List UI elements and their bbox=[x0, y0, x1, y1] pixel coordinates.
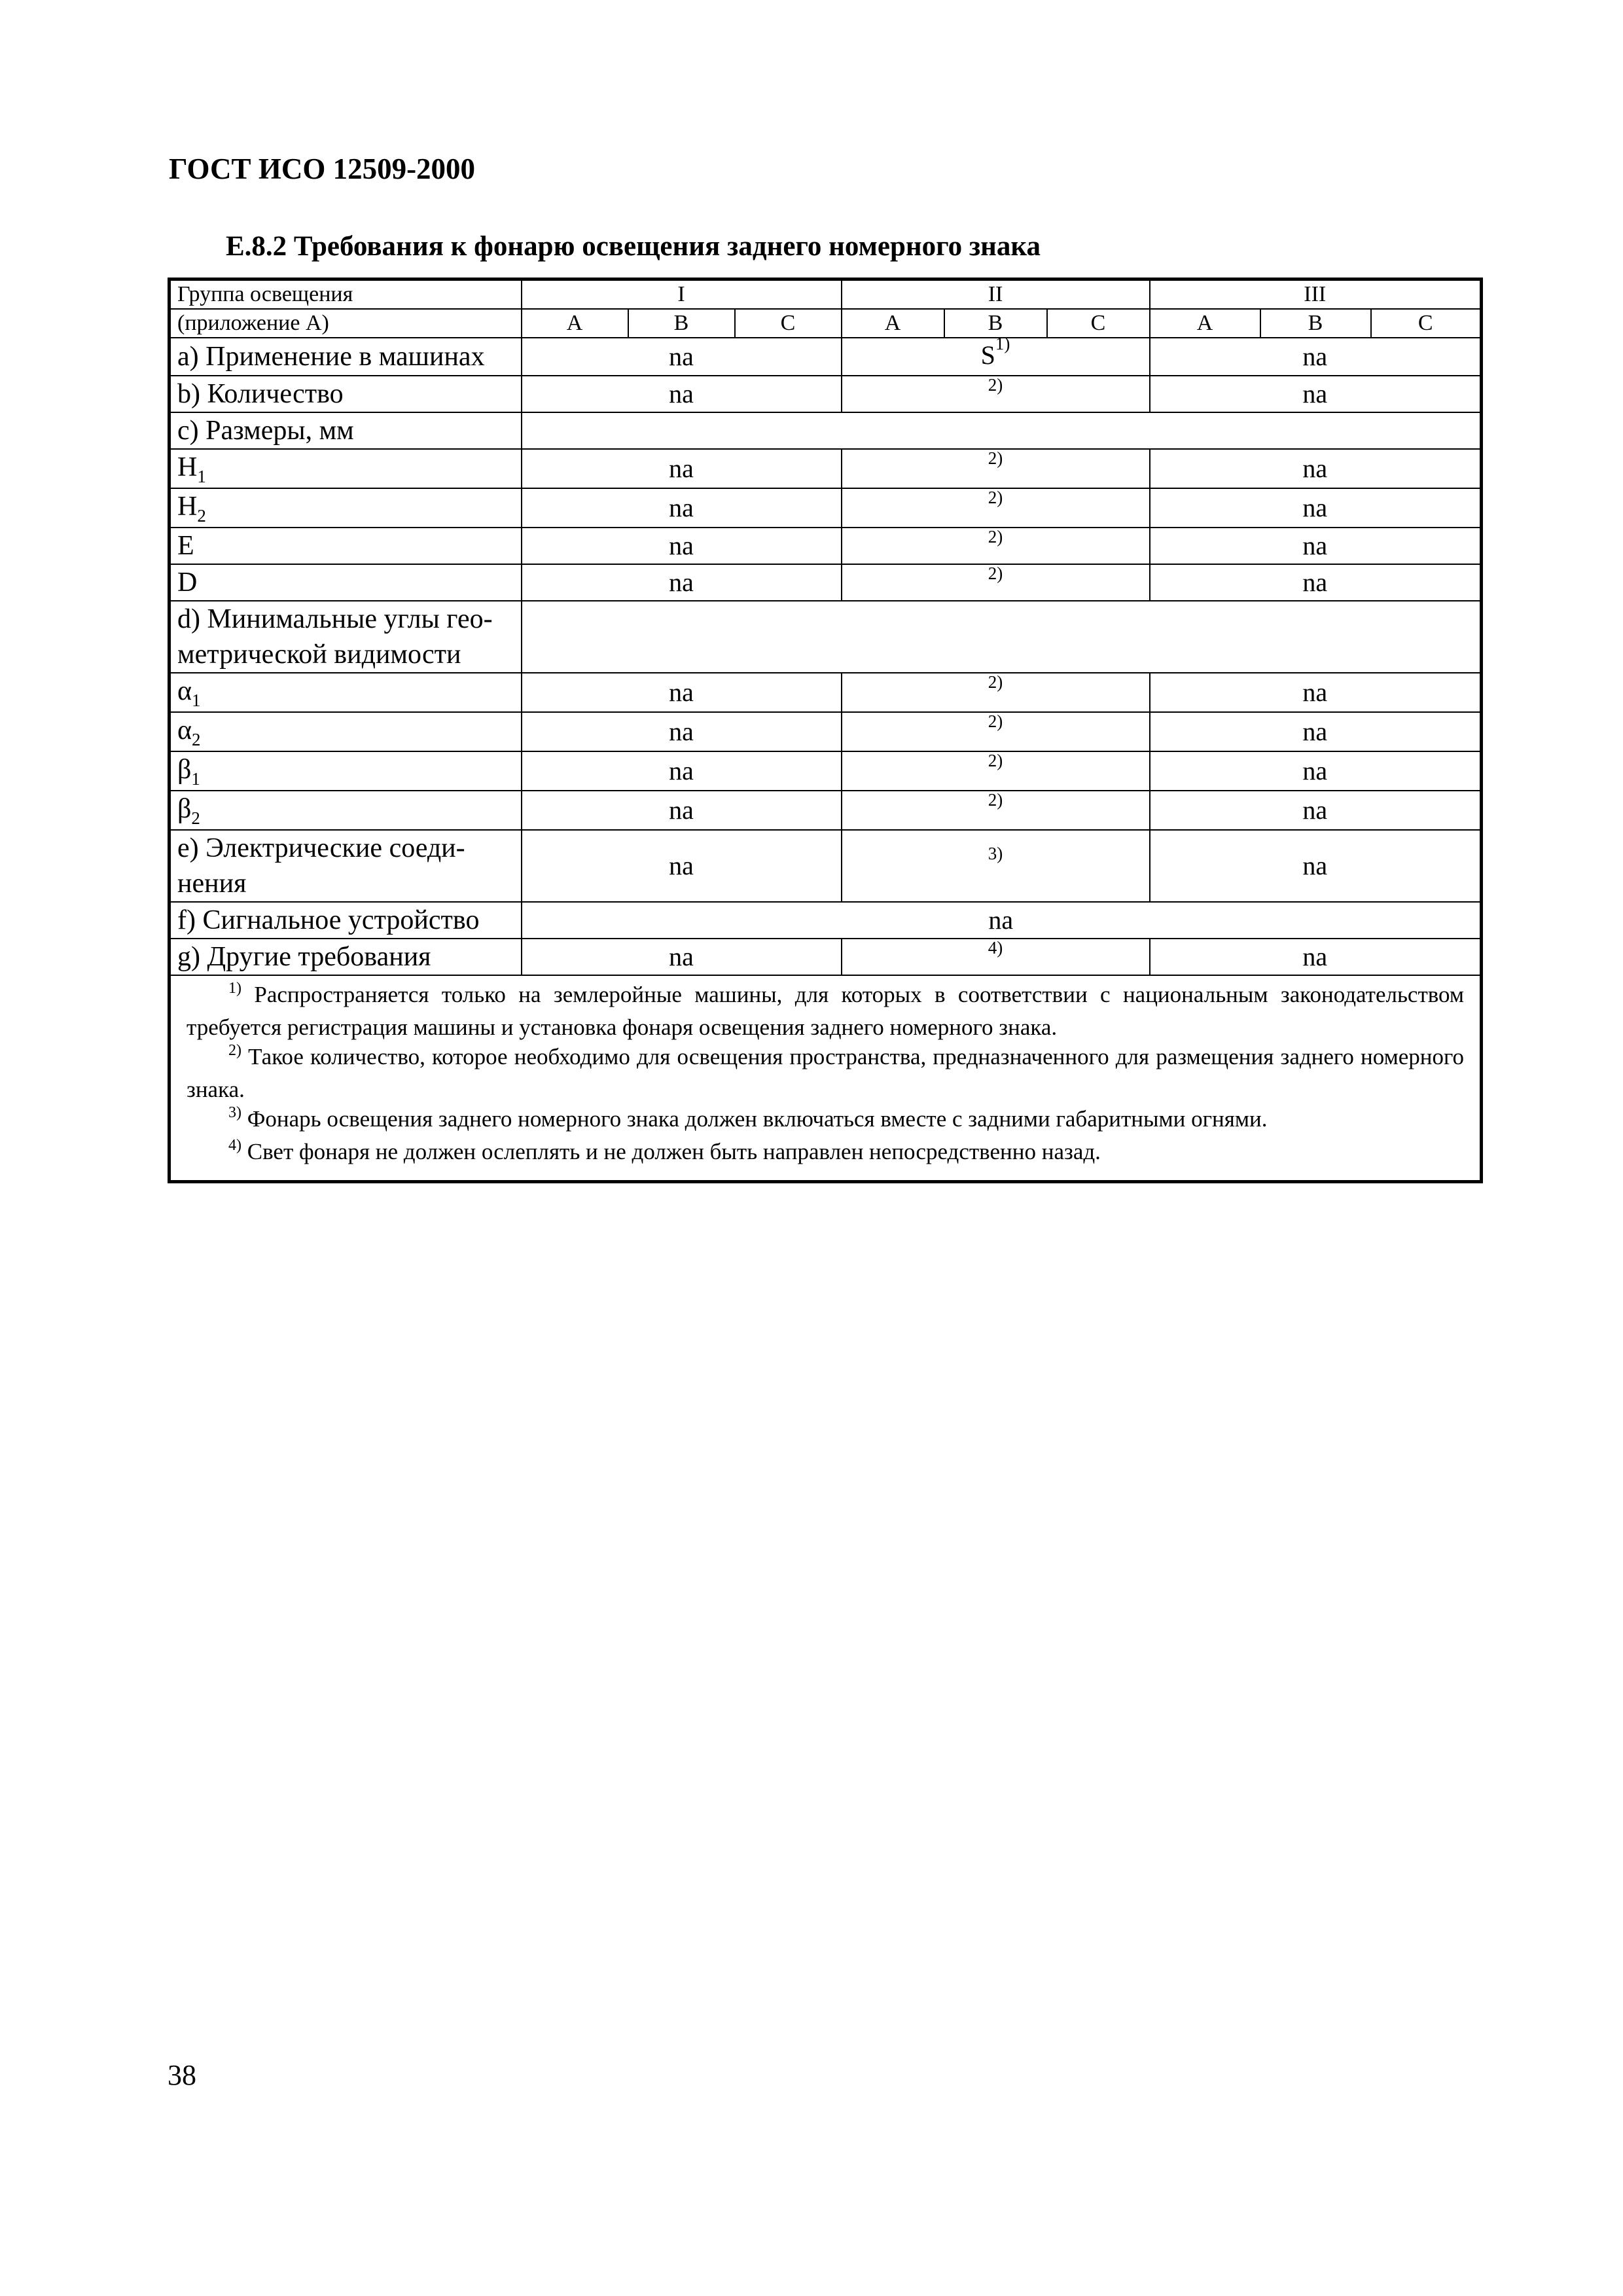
group2-value bbox=[842, 751, 1150, 791]
footnote-number: 1) bbox=[228, 980, 241, 997]
footnote-ref: 4) bbox=[988, 938, 1003, 958]
row-label bbox=[169, 791, 522, 830]
footnote-ref: 2) bbox=[988, 488, 1003, 507]
subgroup-header: C bbox=[1047, 309, 1150, 338]
row-label: f) Сигнальное устройство bbox=[169, 902, 522, 939]
table-row bbox=[169, 528, 1482, 564]
row-label: g) Другие требования bbox=[169, 939, 522, 975]
subgroup-header: C bbox=[735, 309, 842, 338]
row-label-line: e) Электрические соеди- bbox=[177, 833, 465, 863]
footnote bbox=[187, 980, 1464, 1042]
group2-value bbox=[842, 488, 1150, 528]
group3-value: na bbox=[1150, 712, 1482, 751]
table-row bbox=[169, 791, 1482, 830]
label-index: 1 bbox=[192, 691, 201, 710]
group2-value bbox=[842, 712, 1150, 751]
footnote-ref: 2) bbox=[988, 790, 1003, 810]
group1-value: na bbox=[522, 791, 842, 830]
footnote bbox=[187, 1042, 1464, 1104]
row-label: b) Количество bbox=[169, 376, 522, 412]
table-row bbox=[169, 939, 1482, 975]
row-label bbox=[169, 488, 522, 528]
all-groups-value: na bbox=[522, 902, 1482, 939]
footnote-ref: 2) bbox=[988, 751, 1003, 770]
footnote-number: 3) bbox=[228, 1104, 241, 1121]
row-label: c) Размеры, мм bbox=[169, 412, 522, 449]
group-header-3: III bbox=[1150, 279, 1482, 310]
row-label bbox=[169, 830, 522, 902]
label-symbol: H bbox=[177, 452, 198, 482]
empty-cell bbox=[522, 412, 1482, 449]
footnote bbox=[187, 1137, 1464, 1170]
label-symbol: β bbox=[177, 755, 192, 785]
group3-value: na bbox=[1150, 449, 1482, 488]
label-index: 2 bbox=[191, 808, 200, 828]
group3-value: na bbox=[1150, 673, 1482, 712]
label-index: 2 bbox=[197, 506, 206, 526]
label-symbol: α bbox=[177, 715, 192, 745]
footnote-ref: 3) bbox=[988, 844, 1003, 863]
subgroup-header: A bbox=[522, 309, 628, 338]
group2-value bbox=[842, 939, 1150, 975]
group-header-2: II bbox=[842, 279, 1150, 310]
table-row bbox=[169, 564, 1482, 601]
label-index: 1 bbox=[191, 769, 200, 789]
section-title: E.8.2 Требования к фонарю освещения заднего номерного знака bbox=[226, 231, 1041, 262]
label-index: 1 bbox=[197, 467, 206, 486]
label-symbol: β bbox=[177, 794, 192, 824]
group2-value bbox=[842, 376, 1150, 412]
group3-value: na bbox=[1150, 564, 1482, 601]
group3-value: na bbox=[1150, 830, 1482, 902]
footnote-number: 2) bbox=[228, 1042, 241, 1059]
subgroup-header: A bbox=[842, 309, 944, 338]
value-text: S bbox=[980, 340, 995, 370]
group1-value: na bbox=[522, 338, 842, 376]
document-header: ГОСТ ИСО 12509-2000 bbox=[169, 152, 476, 185]
group1-value: na bbox=[522, 449, 842, 488]
row-label: D bbox=[169, 564, 522, 601]
group3-value: na bbox=[1150, 376, 1482, 412]
row-label: a) Применение в машинах bbox=[169, 338, 522, 376]
footnote-ref: 2) bbox=[988, 564, 1003, 583]
footnote-text: Распространяется только на землеройные машины, для которых в соответствии с национальным законодательством требуется регистрация машины и установка фонаря освещения заднего номерного знака. bbox=[187, 982, 1465, 1040]
header-row-groups bbox=[169, 279, 1482, 310]
table-row bbox=[169, 673, 1482, 712]
table-row bbox=[169, 449, 1482, 488]
group3-value: na bbox=[1150, 488, 1482, 528]
group1-value: na bbox=[522, 528, 842, 564]
requirements-table bbox=[168, 278, 1483, 1183]
footnote-ref: 2) bbox=[988, 672, 1003, 692]
table-row bbox=[169, 601, 1482, 673]
label-symbol: H bbox=[177, 492, 198, 522]
label-index: 2 bbox=[192, 730, 201, 749]
footnote-ref: 2) bbox=[988, 527, 1003, 547]
row-label-line: метрической видимости bbox=[177, 639, 461, 670]
row-label bbox=[169, 601, 522, 673]
group2-value bbox=[842, 449, 1150, 488]
subgroup-header: B bbox=[628, 309, 735, 338]
table-row bbox=[169, 751, 1482, 791]
row-label bbox=[169, 712, 522, 751]
row-label: E bbox=[169, 528, 522, 564]
subgroup-header: A bbox=[1150, 309, 1260, 338]
row-label-line: d) Минимальные углы гео- bbox=[177, 604, 493, 634]
page-number: 38 bbox=[168, 2059, 196, 2091]
footnote-ref: 2) bbox=[988, 375, 1003, 395]
group-header-1: I bbox=[522, 279, 842, 310]
footnote bbox=[187, 1104, 1464, 1137]
group2-value bbox=[842, 830, 1150, 902]
footnote-ref: 1) bbox=[995, 334, 1010, 353]
header-row-subgroups bbox=[169, 309, 1482, 338]
footnote-ref: 2) bbox=[988, 711, 1003, 731]
empty-cell bbox=[522, 601, 1482, 673]
table-row bbox=[169, 902, 1482, 939]
group3-value: na bbox=[1150, 939, 1482, 975]
group1-value: na bbox=[522, 673, 842, 712]
subgroup-header: C bbox=[1371, 309, 1482, 338]
group3-value: na bbox=[1150, 791, 1482, 830]
group2-value bbox=[842, 334, 1150, 376]
footnote-text: Такое количество, которое необходимо для освещения пространства, предназначенного для размещения заднего номерного знака. bbox=[187, 1044, 1465, 1102]
row-label bbox=[169, 673, 522, 712]
group2-value bbox=[842, 528, 1150, 564]
table-row bbox=[169, 712, 1482, 751]
label-symbol: α bbox=[177, 676, 192, 706]
group3-value: na bbox=[1150, 528, 1482, 564]
group1-value: na bbox=[522, 488, 842, 528]
group1-value: na bbox=[522, 376, 842, 412]
subgroup-header: B bbox=[1260, 309, 1371, 338]
group1-value: na bbox=[522, 751, 842, 791]
group1-value: na bbox=[522, 564, 842, 601]
group1-value: na bbox=[522, 712, 842, 751]
table-row bbox=[169, 338, 1482, 376]
group-label-line1: Группа освещения bbox=[169, 279, 522, 310]
group1-value: na bbox=[522, 939, 842, 975]
footnote-number: 4) bbox=[228, 1137, 241, 1154]
row-label bbox=[169, 449, 522, 488]
group2-value bbox=[842, 791, 1150, 830]
footnotes bbox=[169, 975, 1482, 1182]
row-label-line: нения bbox=[177, 869, 247, 899]
footnote-text: Свет фонаря не должен ослеплять и не должен быть направлен непосредственно назад. bbox=[247, 1139, 1101, 1164]
footnote-ref: 2) bbox=[988, 448, 1003, 468]
footnote-text: Фонарь освещения заднего номерного знака должен включаться вместе с задними габаритными огнями. bbox=[247, 1106, 1268, 1132]
row-label bbox=[169, 751, 522, 791]
group-label-line2: (приложение А) bbox=[169, 309, 522, 338]
table-row bbox=[169, 376, 1482, 412]
notes-row bbox=[169, 975, 1482, 1182]
group3-value: na bbox=[1150, 338, 1482, 376]
subgroup-header: B bbox=[944, 309, 1047, 338]
table-row bbox=[169, 412, 1482, 449]
table-row bbox=[169, 488, 1482, 528]
group3-value: na bbox=[1150, 751, 1482, 791]
group2-value bbox=[842, 673, 1150, 712]
table-row bbox=[169, 830, 1482, 902]
group1-value: na bbox=[522, 830, 842, 902]
group2-value bbox=[842, 564, 1150, 601]
